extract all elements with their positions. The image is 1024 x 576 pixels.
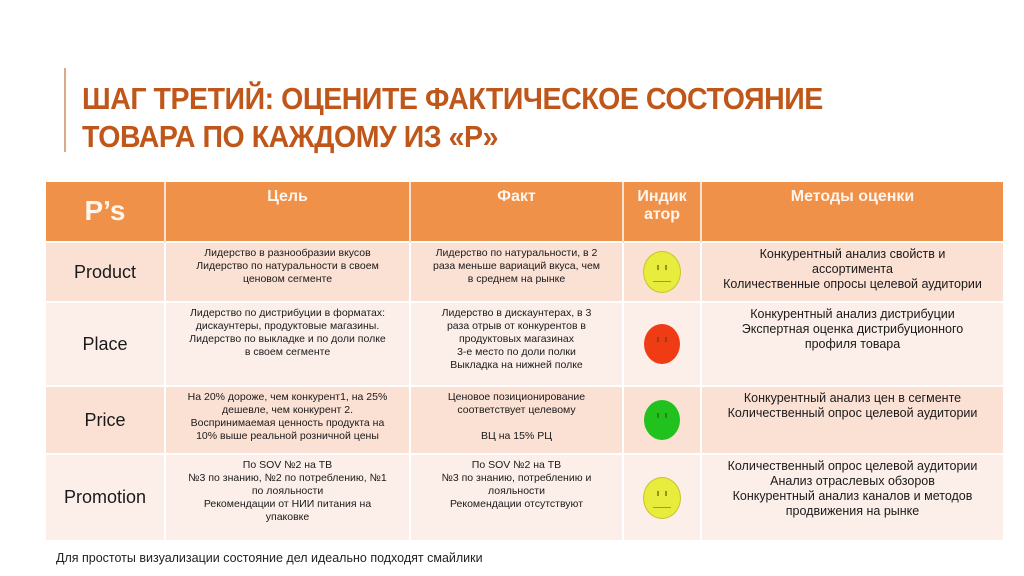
methods-cell: Количественный опрос целевой аудитории Анализ отраслевых обзоров Конкурентный анализ каналов и методов продвижения на рынке <box>701 454 1003 540</box>
header-fact: Факт <box>410 182 623 242</box>
header-ps: P’s <box>46 182 165 242</box>
table-row-product <box>46 242 1003 302</box>
methods-cell: Конкурентный анализ дистрибуции Экспертная оценка дистрибуционного профиля товара <box>701 302 1003 386</box>
header-indicator: Индик атор <box>623 182 701 242</box>
table-row-price <box>46 386 1003 454</box>
p-name: Promotion <box>46 454 165 540</box>
goal-cell: Лидерство по дистрибуции в форматах: дискаунтеры, продуктовые магазины. Лидерство по выкладке и по доли полке в своем сегменте <box>165 302 410 386</box>
fact-cell: Лидерство в дискаунтерах, в 3 раза отрыв от конкурентов в продуктовых магазинах 3-е место по доли полки Выкладка на нижней полке <box>410 302 623 386</box>
fact-cell: Лидерство по натуральности, в 2 раза меньше вариаций вкуса, чем в среднем на рынке <box>410 242 623 302</box>
title-line-1: ШАГ ТРЕТИЙ: ОЦЕНИТЕ ФАКТИЧЕСКОЕ СОСТОЯНИЕ <box>82 81 823 116</box>
footnote: Для простоты визуализации состояние дел идеально подходят смайлики <box>56 551 483 565</box>
table-row-place <box>46 302 1003 386</box>
fact-cell: По SOV №2 на ТВ №3 по знанию, потреблению и лояльности Рекомендации отсутствуют <box>410 454 623 540</box>
methods-cell: Конкурентный анализ цен в сегменте Количественный опрос целевой аудитории <box>701 386 1003 454</box>
neutral-face-icon <box>643 477 681 519</box>
p-name: Place <box>46 302 165 386</box>
title-accent-bar <box>64 68 66 152</box>
header-goal: Цель <box>165 182 410 242</box>
neutral-face-icon <box>643 251 681 293</box>
indicator-cell <box>623 302 701 386</box>
p-name: Product <box>46 242 165 302</box>
header-methods: Методы оценки <box>701 182 1003 242</box>
methods-cell: Конкурентный анализ свойств и ассортимента Количественные опросы целевой аудитории <box>701 242 1003 302</box>
goal-cell: Лидерство в разнообразии вкусов Лидерство по натуральности в своем ценовом сегменте <box>165 242 410 302</box>
goal-cell: На 20% дороже, чем конкурент1, на 25% дешевле, чем конкурент 2. Воспринимаемая ценность продукта на 10% выше реальной розничной цены <box>165 386 410 454</box>
goal-cell: По SOV №2 на ТВ №3 по знанию, №2 по потреблению, №1 по лояльности Рекомендации от НИИ питания на упаковке <box>165 454 410 540</box>
happy-face-icon <box>644 400 680 440</box>
indicator-cell <box>623 454 701 540</box>
table-row-promotion <box>46 454 1003 540</box>
sad-face-icon <box>644 324 680 364</box>
indicator-cell <box>623 386 701 454</box>
fact-cell: Ценовое позиционирование соответствует целевому ВЦ на 15% РЦ <box>410 386 623 454</box>
title-line-2: ТОВАРА ПО КАЖДОМУ ИЗ «Р» <box>82 119 499 154</box>
p-name: Price <box>46 386 165 454</box>
table-header-row <box>46 182 1003 242</box>
four-p-table <box>46 182 1003 540</box>
indicator-cell <box>623 242 701 302</box>
slide-title <box>82 80 910 156</box>
